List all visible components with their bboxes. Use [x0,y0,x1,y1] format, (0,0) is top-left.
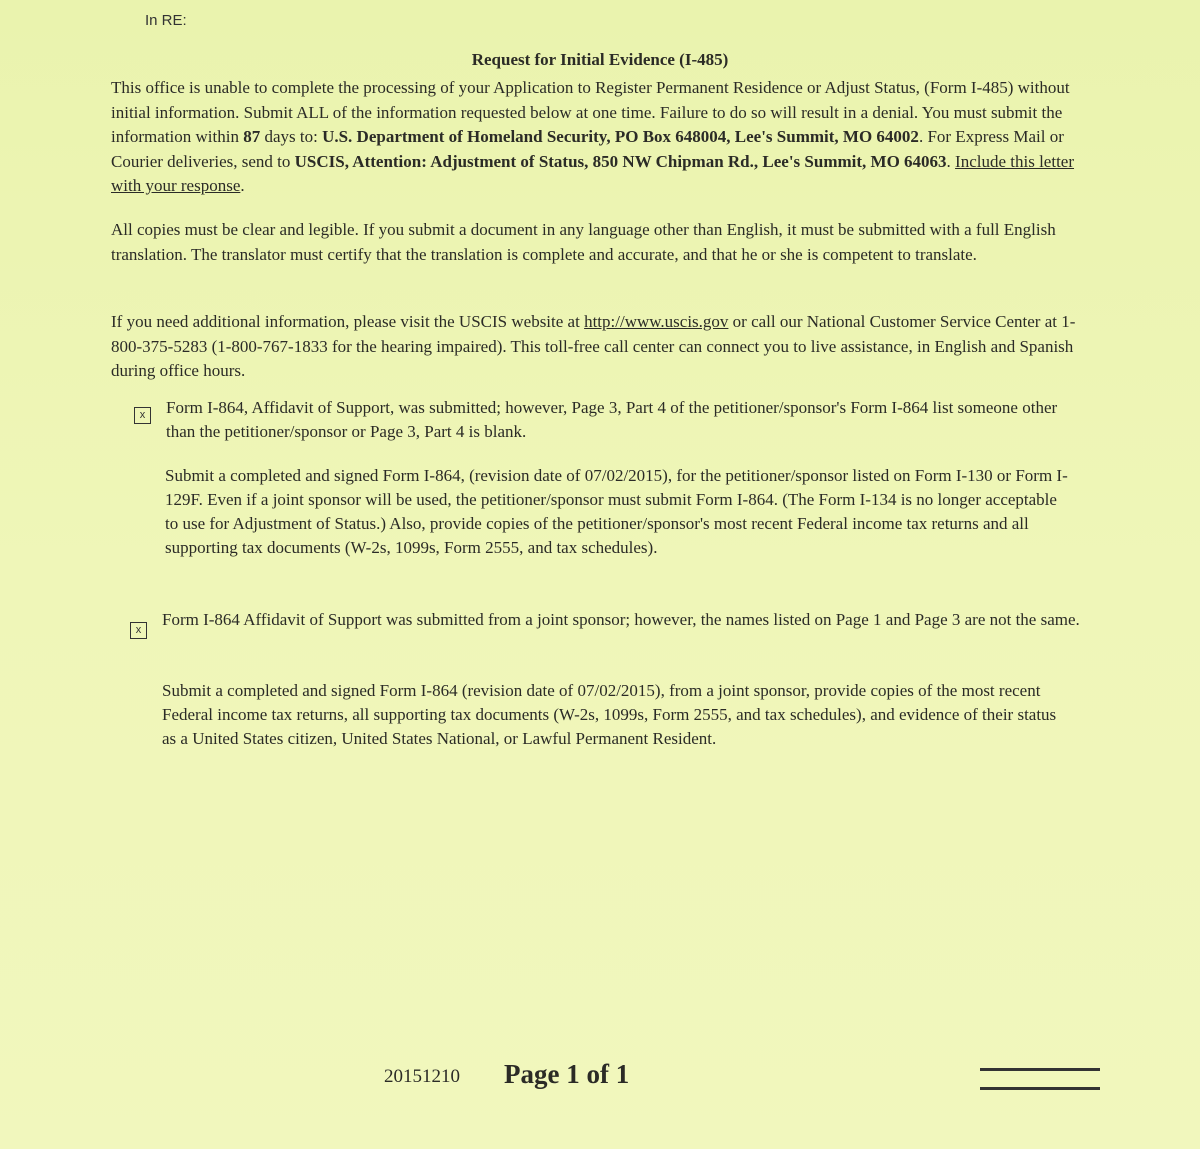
letter-title: Request for Initial Evidence (I-485) [471,50,729,69]
item-2-issue: Form I-864 Affidavit of Support was submitted from a joint sponsor; however, the names listed on Page 1 and Page 3 are not the same. [162,610,1080,629]
intro-text-4: . [946,151,956,171]
intro-text-2: days to: [260,127,323,146]
in-re-label: In RE: [145,12,187,29]
copies-paragraph: All copies must be clear and legible. If you submit a document in any language other than English, it must be submitted with a full English translation. The translator must certify that the translation is complete and accurate, and that he or she is competent to translate. [111,220,1056,264]
info-paragraph [111,310,1091,384]
footer-rule-bottom [980,1087,1100,1090]
info-text-2: or call our National Customer Service Center at 1-800-375-5283 (1-800-767-1833 for the hearing impaired). This toll-free call center can connect you to live assistance, in English and Spanish during office hours. [111,312,1076,380]
document-number: 20151210 [384,1066,460,1087]
intro-text-5: . [240,176,245,195]
include-letter-note: Include this letter with your response [111,151,1075,195]
info-text-1: If you need additional information, please visit the USCIS website at [111,312,585,331]
footer-rule-top [980,1068,1100,1071]
item-1-instruction: Submit a completed and signed Form I-864, (revision date of 07/02/2015), for the petitioner/sponsor listed on Form I-130 or Form I-129F. Even if a joint sponsor will be used, the petitioner/sponsor must submit Form I-864. (The Form I-134 is no longer acceptable to use for Adjustment of Status.) Also, provide copies of the petitioner/sponsor's most recent Federal income tax returns and all supporting tax documents (W-2s, 1099s, Form 2555, and tax schedules). [165,466,1068,557]
item-2-instruction: Submit a completed and signed Form I-864 (revision date of 07/02/2015), from a joint sponsor, provide copies of the most recent Federal income tax returns, all supporting tax documents (W-2s, 1099s, Form 2555, and tax schedules), and evidence of their status as a United States citizen, United States National, or Lawful Permanent Resident. [162,681,1057,748]
intro-text-1: This office is unable to complete the processing of your Application to Register Permanent Residence or Adjust Status, (Form I-485) without initial information. Submit ALL of the information requested below at one time. Failure to do so will result in a denial. You must submit the information within [111,78,1070,146]
uscis-link[interactable]: http://www.uscis.gov [584,312,729,331]
courier-address: USCIS, Attention: Adjustment of Status, 850 NW Chipman Rd., Lee's Summit, MO 64063 [294,151,947,171]
intro-paragraph [111,76,1091,199]
page-indicator: Page 1 of 1 [504,1059,630,1089]
mail-address: U.S. Department of Homeland Security, PO Box 648004, Lee's Summit, MO 64002 [322,127,919,146]
item-1-checkbox: x [134,407,151,424]
item-1-issue: Form I-864, Affidavit of Support, was submitted; however, Page 3, Part 4 of the petitioner/sponsor's Form I-864 list someone other than the petitioner/sponsor or Page 3, Part 4 is blank. [166,398,1058,441]
intro-text-3: . For Express Mail or Courier deliveries, send to [111,127,1064,171]
item-2-checkbox: x [130,622,147,639]
deadline-days: 87 [243,127,261,146]
